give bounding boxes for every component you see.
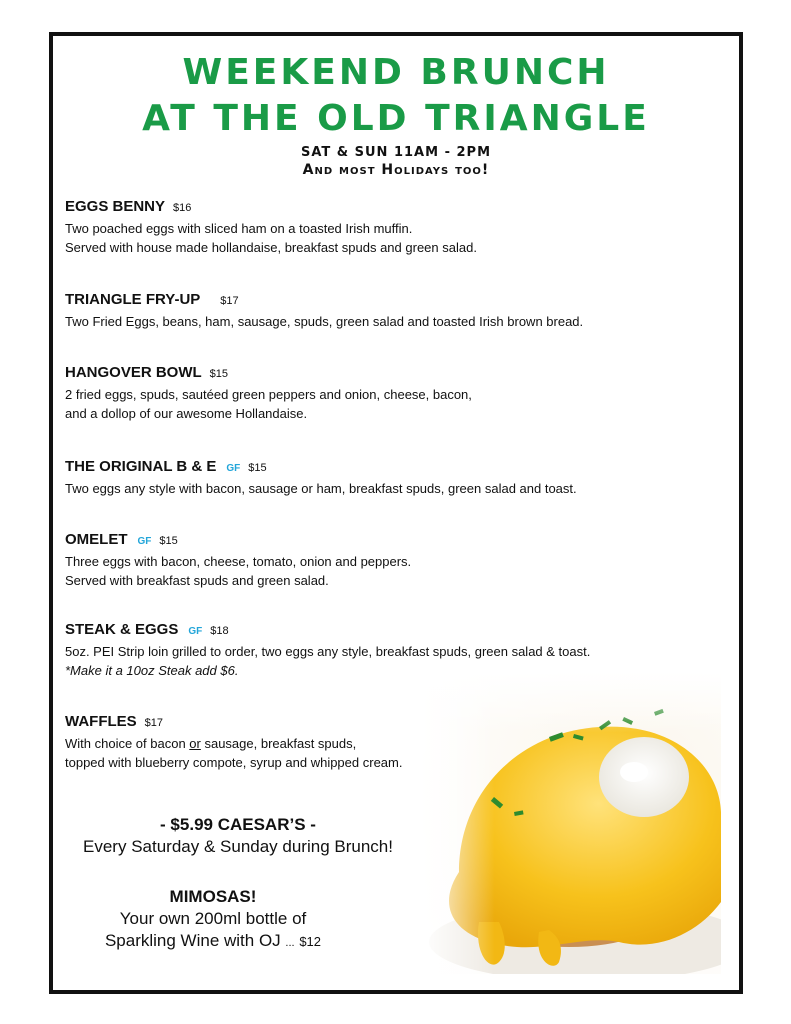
caesar-text: Every Saturday & Sunday during Brunch! xyxy=(83,837,393,856)
menu-item-original-b-and-e xyxy=(65,458,705,498)
item-price: $15 xyxy=(248,462,267,474)
item-name: THE ORIGINAL B & E xyxy=(65,458,217,475)
item-description xyxy=(65,734,705,772)
mimosa-line2-text: Sparkling Wine with OJ xyxy=(104,931,281,950)
item-price: $17 xyxy=(220,295,239,307)
mimosa-price: $12 xyxy=(299,934,322,949)
item-price: $15 xyxy=(209,368,229,380)
menu-item-triangle-fry-up xyxy=(65,291,705,331)
menu-item-eggs-benny xyxy=(65,198,705,257)
menu-frame xyxy=(49,32,743,994)
desc-line: topped with blueberry compote, syrup and whipped cream. xyxy=(65,755,403,770)
desc-line-note: *Make it a 10oz Steak add $6. xyxy=(65,663,239,678)
mimosa-dots: ... xyxy=(285,937,295,949)
caesar-promo xyxy=(53,814,423,858)
gf-badge: GF xyxy=(226,463,241,474)
desc-line: Served with breakfast spuds and green salad. xyxy=(65,573,329,588)
desc-line: 5oz. PEI Strip loin grilled to order, two eggs any style, breakfast spuds, green salad & toast. xyxy=(65,644,591,659)
item-description xyxy=(65,385,705,423)
item-description xyxy=(65,552,705,590)
desc-line: Two Fried Eggs, beans, ham, sausage, spuds, green salad and toasted Irish brown bread. xyxy=(65,314,584,329)
gf-badge: GF xyxy=(137,536,152,547)
holidays-text: And most Holidays too! xyxy=(302,162,490,178)
item-name: OMELET xyxy=(65,531,128,548)
menu-item-omelet xyxy=(65,531,705,590)
desc-line xyxy=(65,734,705,753)
item-name: WAFFLES xyxy=(65,713,137,730)
item-description xyxy=(65,219,705,257)
gf-badge: GF xyxy=(188,626,203,637)
desc-line: Served with house made hollandaise, breakfast spuds and green salad. xyxy=(65,240,477,255)
hours-text: SAT & SUN 11AM - 2PM xyxy=(300,145,492,160)
desc-line: Three eggs with bacon, cheese, tomato, onion and peppers. xyxy=(65,554,412,569)
item-name: EGGS BENNY xyxy=(65,198,166,215)
item-price: $17 xyxy=(144,717,164,729)
menu-title-line1: WEEKEND BRUNCH xyxy=(182,52,610,93)
mimosa-line2 xyxy=(53,930,373,954)
menu-title-line2: AT THE OLD TRIANGLE xyxy=(142,98,650,139)
desc-line: and a dollop of our awesome Hollandaise. xyxy=(65,406,308,421)
item-description xyxy=(65,312,705,331)
item-price: $15 xyxy=(159,535,178,547)
menu-item-hangover-bowl xyxy=(65,364,705,423)
item-description xyxy=(65,479,705,498)
desc-text: sausage, breakfast spuds, xyxy=(200,736,357,751)
caesar-title: - $5.99 CAESAR’S - xyxy=(160,815,316,834)
item-price: $16 xyxy=(173,202,192,214)
desc-line: Two poached eggs with sliced ham on a toasted Irish muffin. xyxy=(65,221,413,236)
mimosa-line1: Your own 200ml bottle of xyxy=(119,909,307,928)
desc-line: Two eggs any style with bacon, sausage or ham, breakfast spuds, green salad and toast. xyxy=(65,481,577,496)
item-name: TRIANGLE FRY-UP xyxy=(65,291,201,308)
mimosa-promo xyxy=(53,886,373,954)
item-price: $18 xyxy=(210,625,229,637)
desc-text-underlined: or xyxy=(189,736,201,751)
menu-item-waffles xyxy=(65,713,705,772)
desc-text: With choice of bacon xyxy=(65,736,190,751)
item-name: HANGOVER BOWL xyxy=(65,364,202,381)
mimosa-title: MIMOSAS! xyxy=(169,887,257,906)
desc-line: 2 fried eggs, spuds, sautéed green peppers and onion, cheese, bacon, xyxy=(65,387,472,402)
item-name: STEAK & EGGS xyxy=(65,621,179,638)
